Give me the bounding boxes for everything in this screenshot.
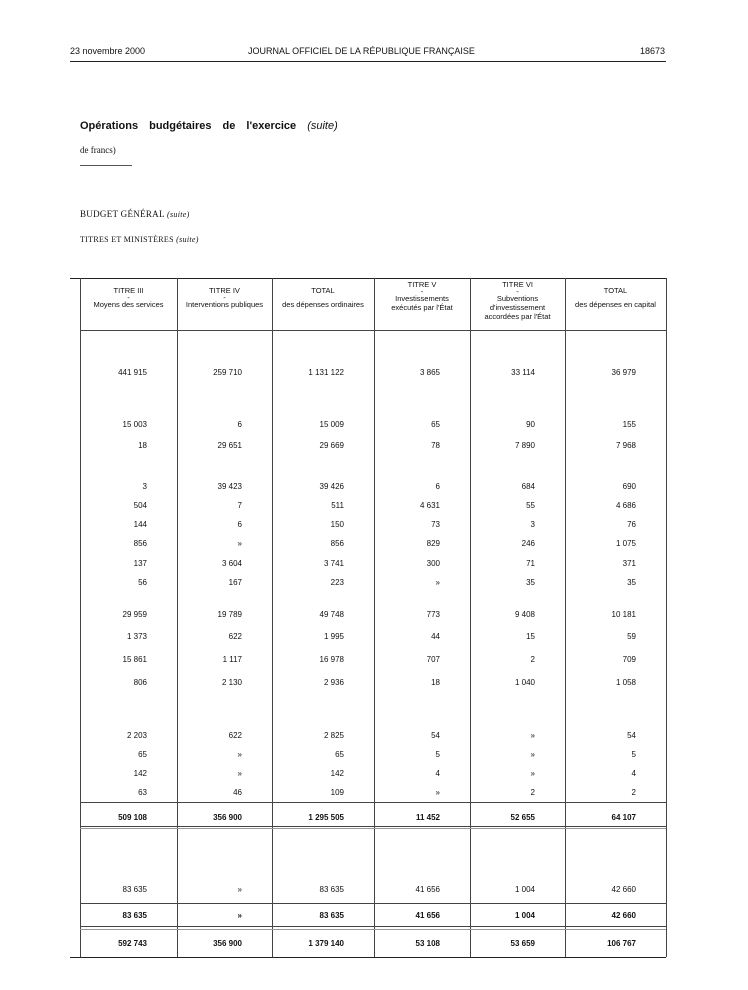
table-cell: 806 [133, 678, 147, 687]
table-cell: 90 [526, 420, 535, 429]
table-cell: 18 [431, 678, 440, 687]
table-cell: 54 [627, 731, 636, 740]
table-cell: 709 [622, 655, 636, 664]
table-cell: 56 [138, 578, 147, 587]
section-titres-label: TITRES ET MINISTÈRES [80, 235, 174, 244]
column-divider [666, 278, 667, 957]
total-cell: 53 108 [415, 939, 440, 948]
unit-note: de francs) [80, 145, 116, 155]
table-cell: 2 [530, 788, 535, 797]
table-cell: 504 [133, 501, 147, 510]
table-top-rule [70, 278, 666, 279]
table-cell: 10 181 [611, 610, 636, 619]
subtotal2-bottom-rule [80, 926, 666, 927]
section-titres-suite: (suite) [176, 235, 199, 244]
table-cell: 7 890 [514, 441, 535, 450]
total-cell: 1 379 140 [308, 939, 344, 948]
subtotal-cell: 52 655 [510, 813, 535, 822]
table-cell: » [237, 769, 242, 778]
table-cell: 150 [330, 520, 344, 529]
total-cell: 592 743 [118, 939, 147, 948]
table-cell: 3 604 [221, 559, 242, 568]
table-cell: 39 423 [217, 482, 242, 491]
section-budget-label: BUDGET GÉNÉRAL [80, 209, 165, 219]
page-title-suite: (suite) [307, 120, 338, 132]
table-cell: 7 [237, 501, 242, 510]
table-cell: 155 [622, 420, 636, 429]
table-cell: 2 [530, 655, 535, 664]
table-cell: 246 [521, 539, 535, 548]
table-cell: 63 [138, 788, 147, 797]
column-header-title: TITRE V [407, 280, 437, 289]
table-cell: » [237, 750, 242, 759]
table-cell: 9 408 [514, 610, 535, 619]
table-cell: 15 [526, 632, 535, 641]
table-cell: 6 [237, 520, 242, 529]
table-cell: 2 936 [323, 678, 344, 687]
table-cell: » [237, 885, 242, 894]
table-cell: 36 979 [611, 368, 636, 377]
table-cell: » [237, 539, 242, 548]
column-header-desc: des dépenses en capital [575, 300, 656, 309]
journal-title: JOURNAL OFFICIEL DE LA RÉPUBLIQUE FRANÇAISE [248, 46, 475, 56]
subtotal-cell: 509 108 [118, 813, 147, 822]
table-cell: 167 [228, 578, 242, 587]
table-cell: 259 710 [213, 368, 242, 377]
table-cell: 3 [530, 520, 535, 529]
table-cell: 2 130 [221, 678, 242, 687]
header-rule [70, 61, 666, 62]
subtotal-top-rule [80, 802, 666, 803]
table-cell: 3 741 [323, 559, 344, 568]
table-cell: 42 660 [611, 885, 636, 894]
table-cell: 511 [331, 501, 344, 510]
table-cell: 41 656 [415, 885, 440, 894]
table-cell: 15 009 [319, 420, 344, 429]
table-cell: 73 [431, 520, 440, 529]
table-cell: » [530, 769, 535, 778]
table-cell: 1 995 [323, 632, 344, 641]
table-bottom-rule [70, 957, 666, 958]
table-cell: 83 635 [122, 885, 147, 894]
table-cell: » [435, 788, 440, 797]
table-cell: 5 [435, 750, 440, 759]
table-cell: 15 861 [122, 655, 147, 664]
section-budget [80, 209, 190, 219]
table-cell: 71 [526, 559, 535, 568]
subtotal-cell: 356 900 [213, 813, 242, 822]
column-header [470, 280, 565, 321]
total-cell: 53 659 [510, 939, 535, 948]
table-cell: 2 825 [323, 731, 344, 740]
table-cell: 1 040 [514, 678, 535, 687]
subtotal-cell: 1 004 [514, 911, 535, 920]
table-cell: 4 [631, 769, 636, 778]
column-header-title: TITRE VI [502, 280, 533, 289]
table-cell: 35 [526, 578, 535, 587]
table-cell: 142 [133, 769, 147, 778]
subtotal-cell: » [237, 911, 242, 920]
column-header-dash: - [223, 293, 226, 302]
table-cell: 35 [627, 578, 636, 587]
column-header-desc: Investissements exécutés par l'État [391, 294, 453, 312]
subtotal-cell: 1 295 505 [308, 813, 344, 822]
table-cell: 622 [228, 731, 242, 740]
table-cell: 29 959 [122, 610, 147, 619]
title-underline [80, 165, 132, 166]
column-header [272, 286, 374, 309]
table-cell: 33 114 [511, 368, 535, 377]
table-cell: 59 [627, 632, 636, 641]
table-cell: 29 651 [217, 441, 242, 450]
column-header [374, 280, 470, 312]
table-cell: 223 [330, 578, 344, 587]
table-cell: » [530, 750, 535, 759]
table-cell: 137 [133, 559, 147, 568]
total-cell: 356 900 [213, 939, 242, 948]
table-cell: 829 [426, 539, 440, 548]
table-cell: 4 [435, 769, 440, 778]
table-cell: 1 004 [514, 885, 535, 894]
total-cell: 106 767 [607, 939, 636, 948]
subtotal-cell: 83 635 [319, 911, 344, 920]
table-cell: 684 [521, 482, 535, 491]
table-cell: 707 [426, 655, 440, 664]
table-cell: 46 [233, 788, 242, 797]
table-cell: 65 [138, 750, 147, 759]
table-cell: 773 [426, 610, 440, 619]
table-cell: 29 669 [319, 441, 344, 450]
table-cell: 54 [431, 731, 440, 740]
page-title [80, 120, 338, 132]
column-header [565, 286, 666, 309]
table-cell: 371 [622, 559, 636, 568]
table-cell: » [435, 578, 440, 587]
table-cell: 4 686 [615, 501, 636, 510]
table-cell: 4 631 [419, 501, 440, 510]
table-cell: 49 748 [319, 610, 344, 619]
column-header-desc: Interventions publiques [185, 300, 264, 309]
table-cell: 622 [228, 632, 242, 641]
table-cell: 7 968 [615, 441, 636, 450]
table-cell: 300 [426, 559, 440, 568]
column-header [177, 286, 272, 309]
table-cell: 144 [133, 520, 147, 529]
table-cell: 65 [335, 750, 344, 759]
section-budget-suite: (suite) [167, 210, 190, 219]
table-cell: 83 635 [319, 885, 344, 894]
table-cell: » [530, 731, 535, 740]
table-cell: 2 203 [126, 731, 147, 740]
table-cell: 44 [431, 632, 440, 641]
table-cell: 19 789 [217, 610, 242, 619]
table-cell: 1 058 [615, 678, 636, 687]
table-cell: 142 [330, 769, 344, 778]
table-cell: 109 [330, 788, 344, 797]
subtotal-bottom-rule [80, 826, 666, 827]
table-cell: 39 426 [319, 482, 344, 491]
subtotal-cell: 41 656 [415, 911, 440, 920]
column-header-desc: Moyens des services [93, 300, 164, 309]
table-cell: 1 075 [615, 539, 636, 548]
table-cell: 16 978 [319, 655, 344, 664]
section-titres [80, 235, 199, 244]
subtotal-double-rule [80, 828, 666, 829]
table-cell: 6 [237, 420, 242, 429]
column-header [80, 286, 177, 309]
table-cell: 856 [330, 539, 344, 548]
column-header-dash: - [516, 287, 519, 296]
column-header-desc: Subventions d'investissement accordées par l'État [484, 294, 551, 321]
table-cell: 856 [133, 539, 147, 548]
page-title-text: Opérations budgétaires de l'exercice [80, 120, 297, 132]
column-header-title: TITRE IV [209, 286, 240, 295]
column-header-dash: - [420, 287, 424, 296]
subtotal-cell: 83 635 [122, 911, 147, 920]
table-cell: 76 [627, 520, 636, 529]
table-cell: 55 [526, 501, 535, 510]
table-cell: 1 117 [222, 655, 242, 664]
total-double-rule [80, 929, 666, 930]
table-cell: 65 [431, 420, 440, 429]
column-header-title: TITRE III [113, 286, 144, 295]
table-cell: 690 [622, 482, 636, 491]
table-cell: 78 [431, 441, 440, 450]
page-date: 23 novembre 2000 [70, 46, 146, 56]
table-cell: 3 865 [419, 368, 440, 377]
header-bottom-rule [80, 330, 666, 331]
table-cell: 5 [631, 750, 636, 759]
column-header-dash: - [127, 293, 130, 302]
subtotal2-top-rule [80, 903, 666, 904]
subtotal-cell: 11 452 [415, 813, 440, 822]
table-cell: 1 373 [126, 632, 147, 641]
column-header-desc: des dépenses ordinaires [282, 300, 364, 309]
table-cell: 15 003 [122, 420, 147, 429]
table-cell: 1 131 122 [308, 368, 344, 377]
table-cell: 441 915 [118, 368, 147, 377]
column-header-title: TOTAL [603, 286, 628, 295]
subtotal-cell: 42 660 [611, 911, 636, 920]
subtotal-cell: 64 107 [611, 813, 636, 822]
column-header-title: TOTAL [311, 286, 335, 295]
table-cell: 6 [435, 482, 440, 491]
table-cell: 18 [138, 441, 147, 450]
table-cell: 2 [631, 788, 636, 797]
table-cell: 3 [142, 482, 147, 491]
page-number: 18673 [640, 46, 666, 56]
